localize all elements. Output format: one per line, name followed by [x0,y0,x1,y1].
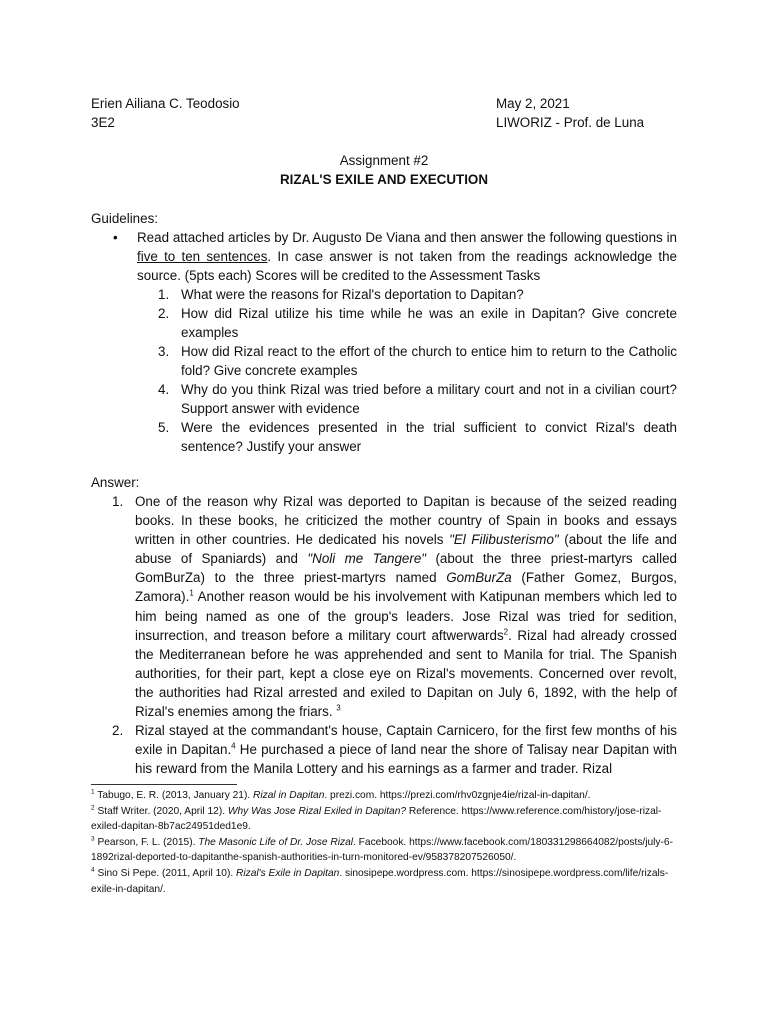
answer-text: One of the reason why Rizal was deported to Dapitan is because of the seized reading books. In these books, he criticized the mother country of Spain in books and essays written in other countries. He dedicated his novels [135,494,677,548]
answer-text: (about the three priest-martyrs called GomBurZa) to the three priest-martyrs named [135,551,677,586]
course-professor: LIWORIZ - Prof. de Luna [496,115,645,130]
guidelines-section [91,228,677,456]
footnote-title: Rizal in Dapitan [253,790,325,801]
answer-text: . Rizal had already crossed the Mediterranean before he was apprehended and sent to Manila for trial. The Spanish authorities, for their part, kept a close eye on Rizal's movements. Concerned over revolt, the authorities had Rizal arrested and exiled to Dapitan on July 6, 1892, with the help of Rizal's enemies among the friars. [135,627,677,720]
footnote-text: Staff Writer. (2020, April 12). [94,805,228,817]
question-text: Were the evidences presented in the trial sufficient to convict Rizal's death sentence? Justify your answer [181,420,677,454]
question-item [91,304,677,342]
answer-text: Another reason would be his involvement with Katipunan members which led to him being named as one of the group's leaders. Jose Rizal was tried for sedition, insurrection, and treason before a military court aftwerwards [135,589,677,643]
question-number: 5. [158,420,170,435]
footnote-number: 4 [91,866,95,874]
question-item [91,342,677,380]
question-text: How did Rizal utilize his time while he was an exile in Dapitan? Give concrete examples [181,306,677,340]
footnote-ref: 1 [189,589,194,598]
guideline-underlined: five to ten sentences [137,249,268,264]
group-name: GomBurZa [446,570,512,586]
footnote-text: . Facebook. https://www.facebook.com/180331298664082/posts/july-6-1892rizal-deported-to-dapitanthe-spanish-authorities-in-turn-monitored-ev/958378207526050/. [91,836,673,864]
footnote [91,866,677,897]
footnote-text: Tabugo, E. R. (2013, January 21). [94,790,254,801]
footnote [91,835,677,866]
guideline-text-start: Read attached articles by Dr. Augusto De Viana and then answer the following questions in [137,230,677,245]
footnote-text: . prezi.com. https://prezi.com/rhv0zgnje4ie/rizal-in-dapitan/. [324,790,591,801]
answer-number: 2. [112,723,124,739]
question-item [91,418,677,456]
student-section: 3E2 [91,115,115,130]
question-text: What were the reasons for Rizal's deportation to Dapitan? [181,287,524,302]
footnote-ref: 4 [231,741,236,751]
student-name: Erien Ailiana C. Teodosio [91,96,240,111]
question-number: 2. [158,306,170,321]
book-title: "Noli me Tangere" [307,551,427,567]
question-list [91,285,677,456]
footnote [91,804,677,835]
bullet-icon: • [113,230,118,245]
question-number: 4. [158,382,170,397]
date-course-info [496,94,644,132]
question-number: 1. [158,287,170,302]
question-number: 3. [158,344,170,359]
guidelines-label: Guidelines: [91,211,158,226]
footnote-ref: 2 [503,627,509,637]
answer-text: (Father Gomez, Burgos, Zamora). [135,570,677,605]
question-text: Why do you think Rizal was tried before a military court and not in a civilian court? Support answer with evidence [181,382,677,416]
footnote-number: 3 [91,835,95,843]
student-info [91,94,240,132]
footnote-text: Pearson, F. L. (2015). [94,836,199,848]
footnote-title: Why Was Jose Rizal Exiled in Dapitan? [227,805,407,817]
footnote-title: Rizal's Exile in Dapitan [236,867,340,879]
guideline-text-end: . In case answer is not taken from the readings acknowledge the source. (5pts each) Scores will be credited to the Assessment Tasks [137,249,678,283]
title-block [0,151,768,189]
answer-text: Rizal stayed at the commandant's house, Captain Carnicero, for the first few months of his exile in Dapitan. [135,723,677,758]
assignment-number: Assignment #2 [339,153,429,168]
question-item [91,285,677,304]
footnote-text: Sino Si Pepe. (2011, April 10). [94,867,237,879]
footnote-text: . sinosipepe.wordpress.com. https://sinosipepe.wordpress.com/life/rizals-exile-in-dapitan/. [91,867,669,895]
footnote-divider [91,784,237,785]
footnote [91,788,677,804]
answer-number: 1. [112,494,124,509]
question-item [91,380,677,418]
submission-date: May 2, 2021 [496,96,570,111]
footnote-text: Reference. https://www.reference.com/history/jose-rizal-exiled-dapitan-8b7ac24951ded1e9. [91,805,662,833]
answer-text: He purchased a piece of land near the shore of Talisay near Dapitan with his reward from the Manila Lottery and his earnings as a farmer and trader. Rizal [135,742,678,777]
answer-item-1 [91,492,677,721]
guideline-bullet [91,228,677,285]
footnotes [91,788,677,897]
answer-text: (about the life and abuse of Spaniards) and [135,532,677,567]
assignment-title: RIZAL'S EXILE AND EXECUTION [279,172,489,187]
answer-label: Answer: [91,475,140,490]
footnote-ref: 3 [336,703,341,713]
footnote-number: 1 [91,788,95,796]
answer-item-2 [91,721,677,778]
question-text: How did Rizal react to the effort of the church to entice him to return to the Catholic fold? Give concrete examples [181,344,677,378]
book-title: "El Filibusterismo" [449,532,559,548]
footnote-title: The Masonic Life of Dr. Jose Rizal [198,836,354,848]
answer-section [91,492,677,778]
footnote-number: 2 [91,804,95,812]
